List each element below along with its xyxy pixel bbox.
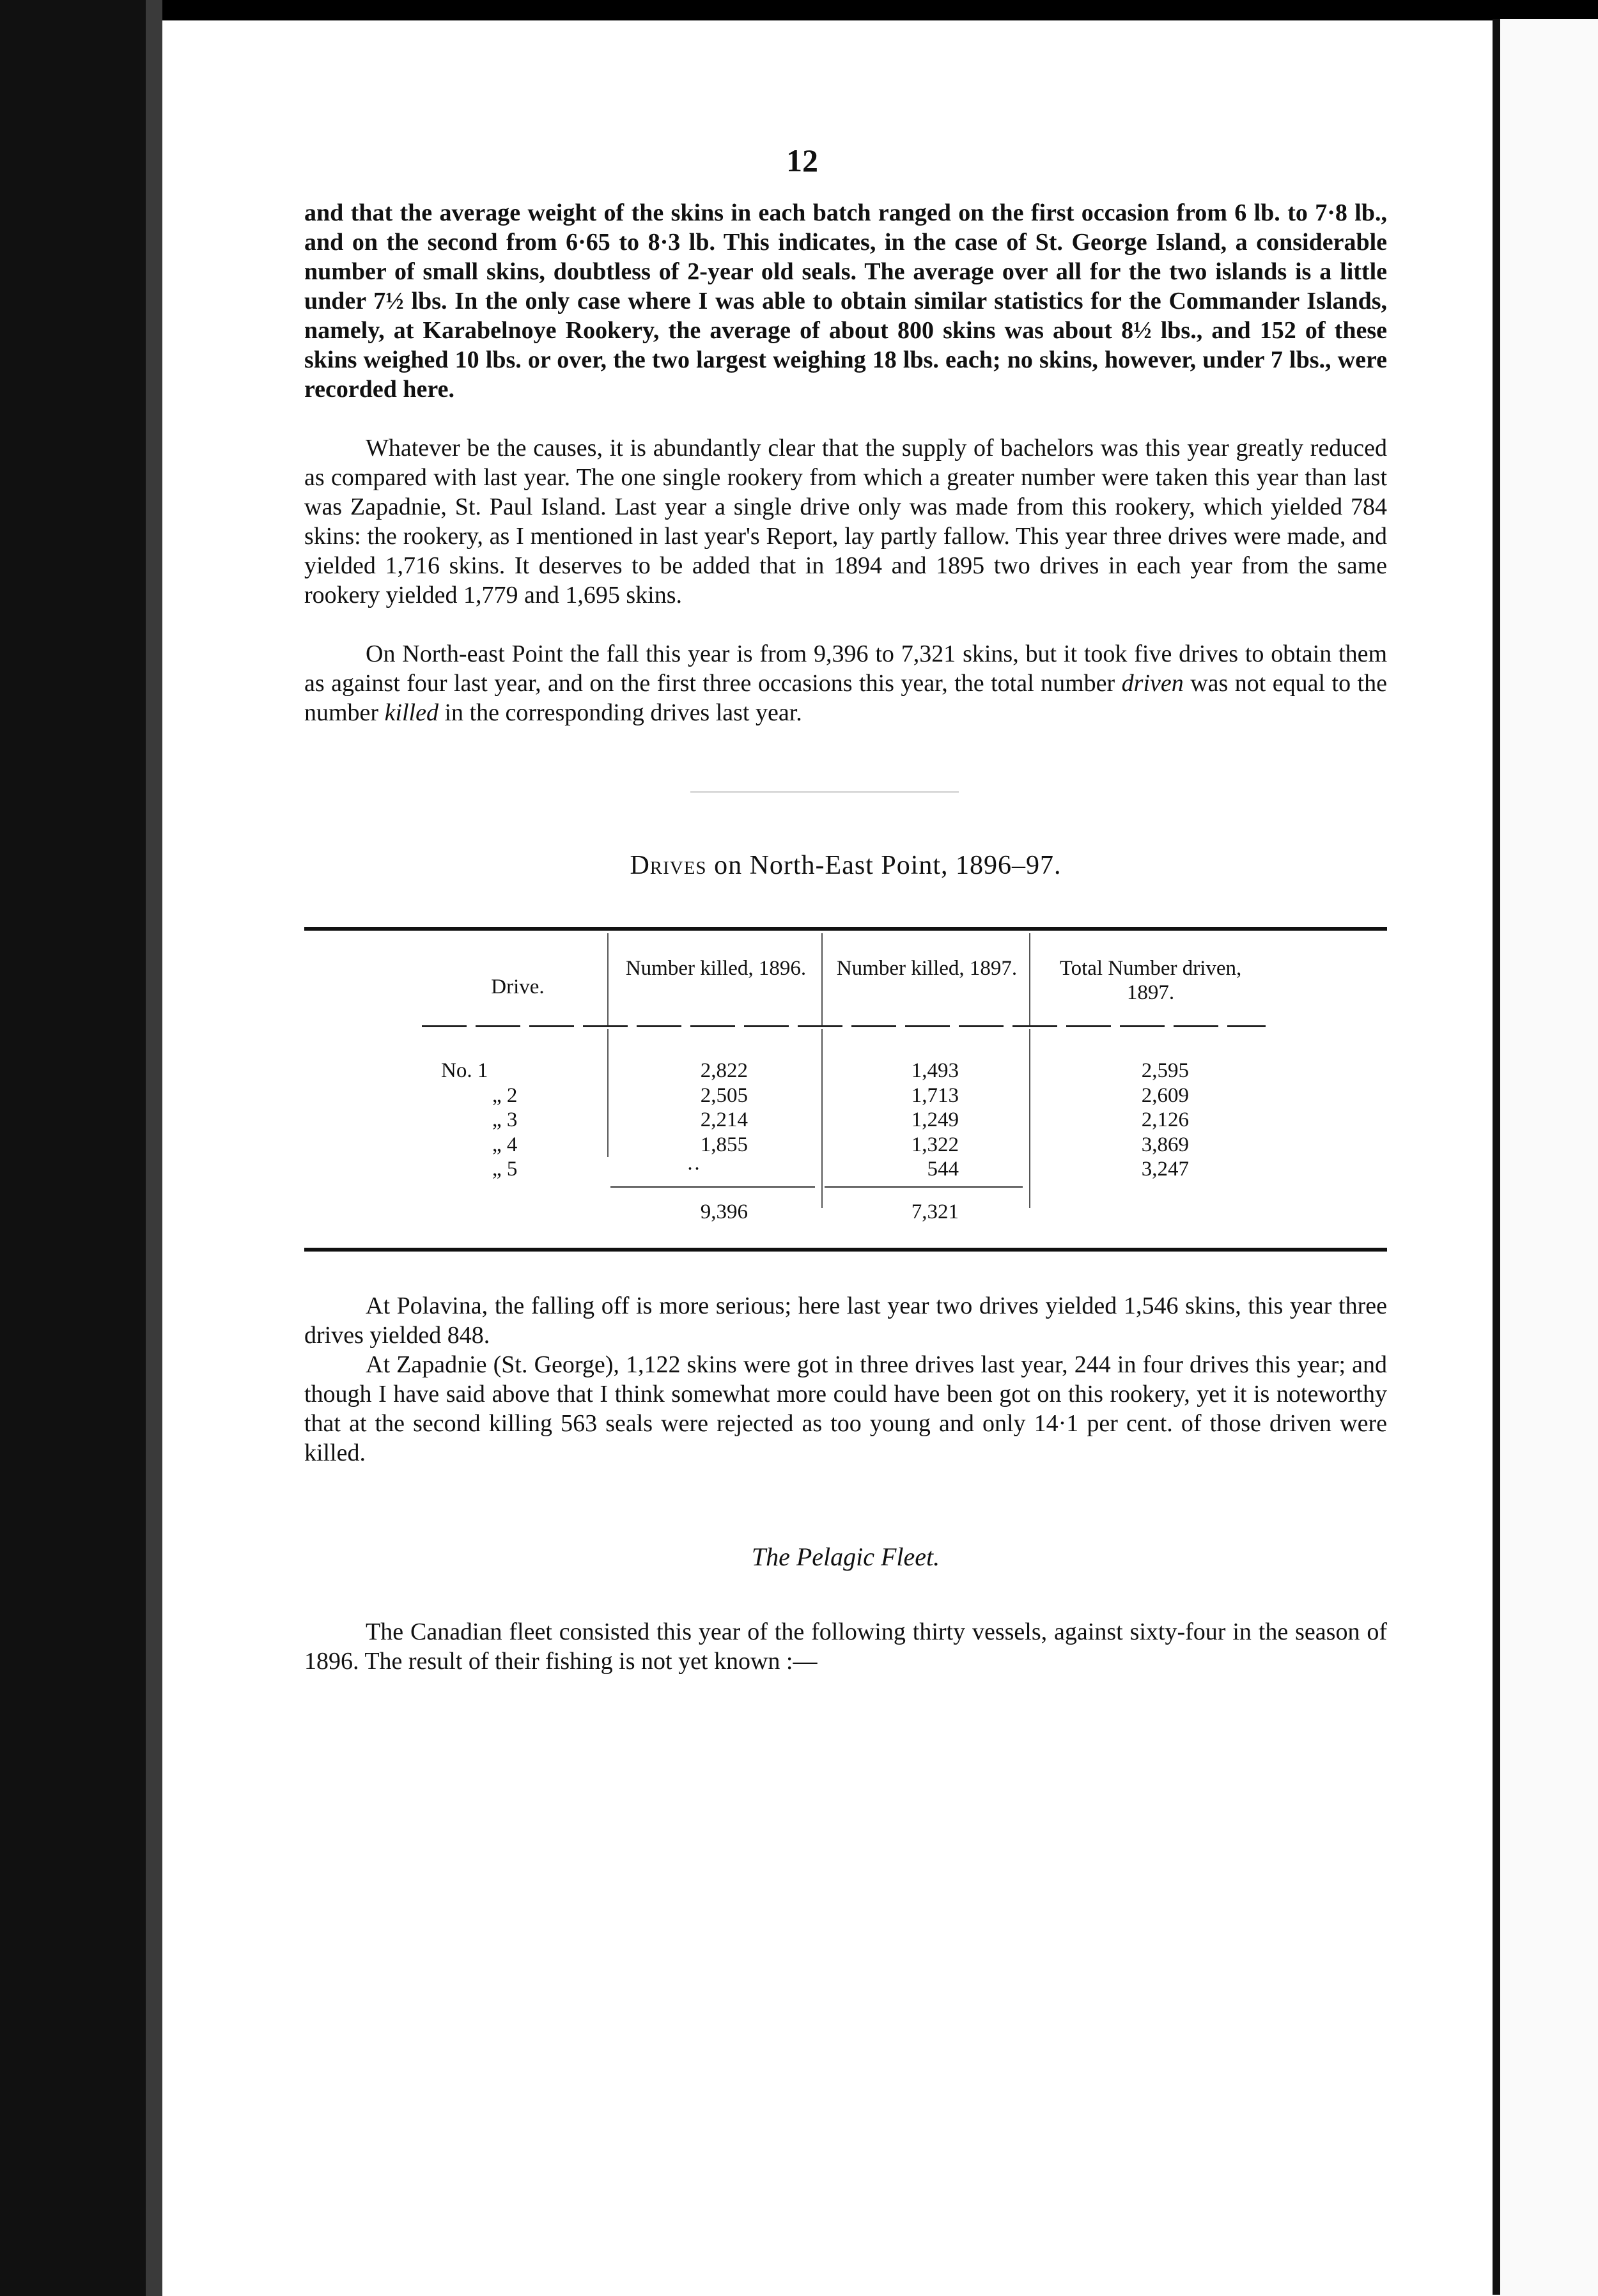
table-cell: 2,505 [700, 1083, 748, 1107]
table-cell: 1,713 [911, 1083, 959, 1107]
table-cell: 1,322 [911, 1133, 959, 1156]
table-top-rule [304, 927, 1387, 931]
para3-text-a: On North-east Point the fall this year is from 9,396 to 7,321 skins, but it took five drives to obtain them as against four last year, and on the first three occasions this year, the total number [304, 640, 1387, 697]
page-edge [146, 0, 162, 2296]
paragraph-north-east-point [304, 639, 1387, 727]
table-cell: 1,493 [911, 1059, 959, 1082]
table-cell: 2,595 [1141, 1059, 1189, 1082]
total-killed-1897: 7,321 [911, 1200, 959, 1223]
header-drive: Drive. [491, 975, 545, 998]
table-cell: 1,855 [700, 1133, 748, 1156]
table-title-caps: Drives [630, 851, 707, 880]
column-driven-1897 [1080, 1059, 1189, 1182]
table-cell: 2,609 [1141, 1083, 1189, 1107]
sum-rule-1897 [825, 1186, 1023, 1188]
para3-emphasis-driven: driven [1121, 670, 1184, 697]
table-cell-drive: No. 1 [441, 1059, 488, 1082]
total-killed-1896: 9,396 [700, 1200, 748, 1223]
table-body-divider-1 [607, 1029, 609, 1157]
table-cell: 3,869 [1141, 1133, 1189, 1156]
table-cell: ·· [687, 1158, 701, 1181]
table-header-rule [422, 1025, 1266, 1027]
page-number: 12 [786, 143, 818, 178]
paragraph-zapadnie-st-george: At Zapadnie (St. George), 1,122 skins were got in three drives last year, 244 in four drives this year; and though I have said above that I think somewhat more could have been got on this rookery, yet it is noteworthy that at the second killing 563 seals were rejected as too young and only 14·1 per cent. of those driven were killed. [304, 1351, 1387, 1466]
column-drive [441, 1059, 582, 1182]
section-title-pelagic-fleet: The Pelagic Fleet. [751, 1542, 940, 1571]
header-killed-1897: Number killed, 1897. [836, 957, 1018, 980]
scan-top-border [0, 0, 1598, 20]
sum-rule-1896 [610, 1186, 815, 1188]
table-body-divider-2 [821, 1029, 823, 1208]
facing-page-strip [1500, 19, 1598, 2296]
para3-text-c: in the corresponding drives last year. [438, 699, 802, 726]
paragraph-skin-weights: and that the average weight of the skins in each batch ranged on the first occasion from 6 lb. to 7·8 lb., and on the second from 6·65 to 8·3 lb. This indicates, in the case of St. George Island, a considerable number of small skins, doubtless of 2-year old seals. The average over all for the two islands is a little under 7½ lbs. In the only case where I was able to obtain similar statistics for the Commander Islands, namely, at Karabelnoye Rookery, the average of about 800 skins was about 8½ lbs., and 152 of these skins weighed 10 lbs. or over, the two largest weighing 18 lbs. each; no skins, however, under 7 lbs., were recorded here. [304, 199, 1387, 403]
table-cell-drive: „ 5 [492, 1158, 518, 1181]
table-title [304, 850, 1387, 881]
table-header-divider-1 [607, 933, 609, 1027]
header-killed-1896: Number killed, 1896. [625, 957, 807, 980]
table-body-divider-3 [1029, 1029, 1030, 1208]
table-cell: 544 [927, 1158, 959, 1181]
paragraph-polavina: At Polavina, the falling off is more serious; here last year two drives yielded 1,546 skins, this year three drives yielded 848. [304, 1292, 1387, 1349]
table-header-divider-3 [1029, 933, 1030, 1027]
table-cell-drive: „ 3 [492, 1108, 518, 1131]
para3-emphasis-killed: killed [384, 699, 438, 726]
section-divider [690, 791, 959, 793]
header-driven-1897: Total Number driven, 1897. [1059, 957, 1242, 1004]
scan-right-border [1493, 19, 1500, 2295]
paragraph-bachelors-supply: Whatever be the causes, it is abundantly clear that the supply of bachelors was this year greatly reduced as compared with last year. The one single rookery from which a greater number were taken this year than last was Zapadnie, St. Paul Island. Last year a single drive only was made from this rookery, which yielded 784 skins: the rookery, as I mentioned in last year's Report, lay partly fallow. This year three drives were made, and yielded 1,716 skins. It deserves to be added that in 1894 and 1895 two drives in each year from the same rookery yielded 1,779 and 1,695 skins. [304, 435, 1387, 609]
paragraph-canadian-fleet: The Canadian fleet consisted this year of the following thirty vessels, against sixty-four in the season of 1896. The result of their fishing is not yet known :— [304, 1618, 1387, 1675]
column-killed-1897 [850, 1059, 959, 1182]
book-spine [0, 0, 157, 2296]
table-cell: 3,247 [1141, 1158, 1189, 1181]
para3-text-b: was not equal to the number [304, 670, 1387, 726]
table-cell: 2,126 [1141, 1108, 1189, 1131]
column-killed-1896 [639, 1059, 748, 1182]
table-cell: 2,214 [700, 1108, 748, 1131]
table-cell-drive: „ 4 [492, 1133, 518, 1156]
table-cell: 1,249 [911, 1108, 959, 1131]
table-cell-drive: „ 2 [492, 1083, 518, 1107]
table-header-divider-2 [821, 933, 823, 1027]
table-cell: 2,822 [700, 1059, 748, 1082]
table-bottom-rule [304, 1248, 1387, 1252]
table-title-rest: on North-East Point, 1896–97. [706, 851, 1062, 880]
